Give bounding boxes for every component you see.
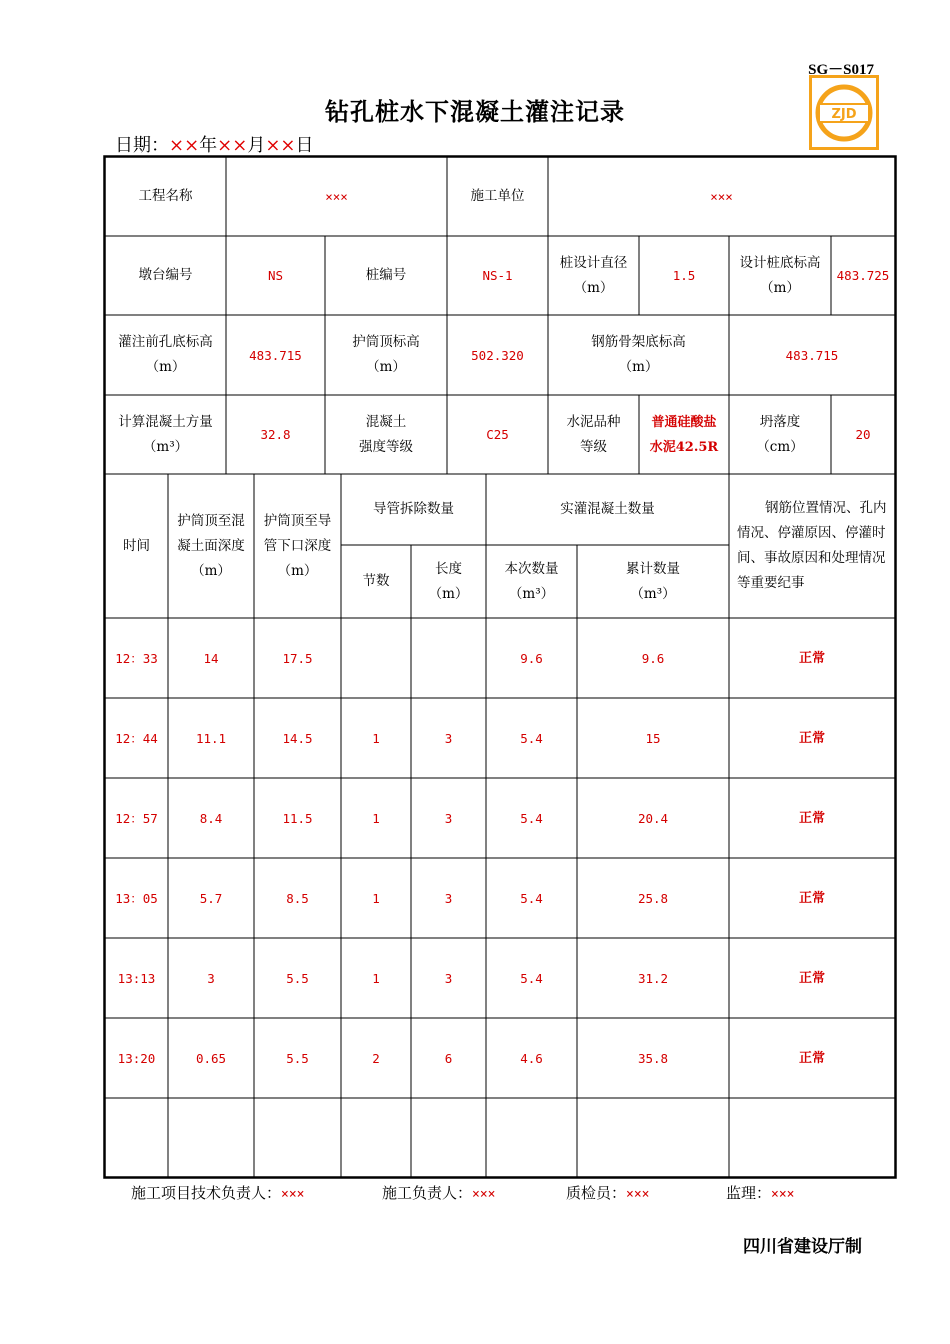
row-sections: 1 xyxy=(372,810,380,826)
row-notes: 正常 xyxy=(798,810,825,826)
row-length: 6 xyxy=(444,1050,453,1066)
calc-volume-value: 32.8 xyxy=(260,427,291,442)
slump-label: 坍落度 （cm） xyxy=(756,413,804,455)
date-day: ×× xyxy=(265,135,296,156)
date-year-unit: 年 xyxy=(199,135,218,156)
row-time: 13：05 xyxy=(115,890,158,906)
row-this-volume: 5.4 xyxy=(520,730,543,746)
casing-top-label: 护筒顶标高 （m） xyxy=(352,334,420,375)
cage-bottom-label: 钢筋骨架底标高 （m） xyxy=(591,334,686,375)
row-depth-concrete: 11.1 xyxy=(195,730,227,746)
row-notes: 正常 xyxy=(798,970,825,986)
builder-value: ××× xyxy=(710,189,733,204)
row-sections: 1 xyxy=(372,970,380,986)
row-length: 3 xyxy=(444,810,453,826)
pile-bottom-label: 设计桩底标高 （m） xyxy=(739,254,821,296)
pier-no-label: 墩台编号 xyxy=(138,267,193,283)
col-notes: 钢筋位置情况、孔内 情况、停灌原因、停灌时 间、事故原因和处理情况 等重要纪事 xyxy=(737,500,887,591)
pier-no-value: NS xyxy=(267,268,284,283)
row-depth-pipe: 14.5 xyxy=(282,730,313,746)
row-sections: 2 xyxy=(372,1050,380,1066)
row-time xyxy=(105,1098,168,1177)
builder-label: 施工单位 xyxy=(470,188,525,204)
pile-no-label: 桩编号 xyxy=(365,267,407,283)
row-notes: 正常 xyxy=(798,730,825,746)
row-this-volume: 5.4 xyxy=(520,890,543,906)
row-length xyxy=(411,1098,486,1177)
row-sections: 1 xyxy=(372,730,380,746)
row-this-volume: 4.6 xyxy=(520,1050,543,1066)
construction-lead-signature: 施工负责人：××× xyxy=(382,1184,496,1202)
row-time: 12：33 xyxy=(115,650,158,666)
grade-value: C25 xyxy=(486,427,509,442)
row-depth-concrete: 3 xyxy=(207,970,215,986)
date-month-unit: 月 xyxy=(247,135,266,156)
row-total-volume: 15 xyxy=(645,730,661,746)
row-total-volume: 20.4 xyxy=(637,810,669,826)
project-name-value: ××× xyxy=(325,189,348,204)
date-label: 日期： xyxy=(115,135,169,156)
row-depth-pipe: 11.5 xyxy=(282,810,313,826)
row-total-volume: 25.8 xyxy=(637,890,669,906)
cage-bottom-value: 483.715 xyxy=(785,347,839,363)
row-notes: 正常 xyxy=(798,890,825,906)
row-sections: 1 xyxy=(372,890,380,906)
project-name-label: 工程名称 xyxy=(138,188,193,204)
pile-diameter-value: 1.5 xyxy=(672,268,696,283)
row-depth-concrete: 0.65 xyxy=(195,1050,227,1066)
issuer: 四川省建设厅制 xyxy=(743,1237,862,1257)
row-time: 13:13 xyxy=(117,970,156,986)
row-depth-concrete xyxy=(168,1098,254,1177)
row-notes xyxy=(729,1098,895,1177)
grade-label: 混凝土 强度等级 xyxy=(359,413,413,455)
supervisor-signature: 监理：××× xyxy=(726,1184,795,1202)
col-actual-volume: 实灌混凝土数量 xyxy=(560,501,655,517)
date-day-unit: 日 xyxy=(295,135,314,156)
row-length: 3 xyxy=(444,730,453,746)
row-depth-pipe: 5.5 xyxy=(286,970,309,986)
date-year: ×× xyxy=(169,135,200,156)
hole-bottom-label: 灌注前孔底标高 （m） xyxy=(118,334,213,375)
row-notes: 正常 xyxy=(798,650,825,666)
row-sections xyxy=(341,618,411,698)
row-depth-concrete: 8.4 xyxy=(199,810,223,826)
row-notes: 正常 xyxy=(798,1050,825,1066)
casing-top-value: 502.320 xyxy=(471,347,524,363)
col-depth-concrete: 护筒顶至混 凝土面深度 （m） xyxy=(177,512,245,579)
row-depth-pipe xyxy=(254,1098,341,1177)
row-depth-concrete: 5.7 xyxy=(199,890,223,906)
hole-bottom-value: 483.715 xyxy=(249,347,302,363)
row-time: 12：57 xyxy=(115,810,158,826)
col-this-volume: 本次数量 （m³） xyxy=(504,560,559,602)
pile-diameter-label: 桩设计直径 （m） xyxy=(559,254,628,296)
row-total-volume: 31.2 xyxy=(637,970,669,986)
row-this-volume: 5.4 xyxy=(520,810,543,826)
col-sections: 节数 xyxy=(362,573,390,589)
page-title: 钻孔桩水下混凝土灌注记录 xyxy=(325,98,625,126)
row-total-volume: 35.8 xyxy=(637,1050,669,1066)
row-time: 13:20 xyxy=(117,1050,156,1066)
pile-no-value: NS-1 xyxy=(482,268,513,283)
col-length: 长度 （m） xyxy=(428,560,469,602)
row-length xyxy=(411,618,486,698)
row-depth-concrete: 14 xyxy=(203,650,219,666)
cement-value: 普通硅酸盐 水泥42.5R xyxy=(649,414,719,455)
row-length: 3 xyxy=(444,890,453,906)
date-month: ×× xyxy=(217,135,248,156)
row-depth-pipe: 8.5 xyxy=(286,890,309,906)
inspector-signature: 质检员：××× xyxy=(566,1184,650,1202)
col-pipe-removal: 导管拆除数量 xyxy=(373,501,454,517)
pile-bottom-value: 483.725 xyxy=(836,268,890,283)
row-depth-pipe: 17.5 xyxy=(282,650,313,666)
row-this-volume: 5.4 xyxy=(520,970,543,986)
calc-volume-label: 计算混凝土方量 （m³） xyxy=(118,413,213,455)
col-time: 时间 xyxy=(123,537,150,554)
row-total-volume: 9.6 xyxy=(641,650,665,666)
row-total-volume xyxy=(577,1098,729,1177)
row-sections xyxy=(341,1098,411,1177)
row-this-volume xyxy=(486,1098,577,1177)
row-this-volume: 9.6 xyxy=(520,650,543,666)
col-total-volume: 累计数量 （m³） xyxy=(626,560,680,602)
form-code: SG－S017 xyxy=(808,62,874,78)
row-depth-pipe: 5.5 xyxy=(286,1050,309,1066)
slump-value: 20 xyxy=(855,427,871,442)
logo-text: ZJD xyxy=(831,107,857,122)
tech-lead-signature: 施工项目技术负责人：××× xyxy=(131,1184,305,1202)
row-length: 3 xyxy=(444,970,453,986)
cement-label: 水泥品种 等级 xyxy=(566,413,621,455)
col-depth-pipe: 护筒顶至导 管下口深度 （m） xyxy=(263,512,332,579)
row-time: 12：44 xyxy=(115,730,158,746)
